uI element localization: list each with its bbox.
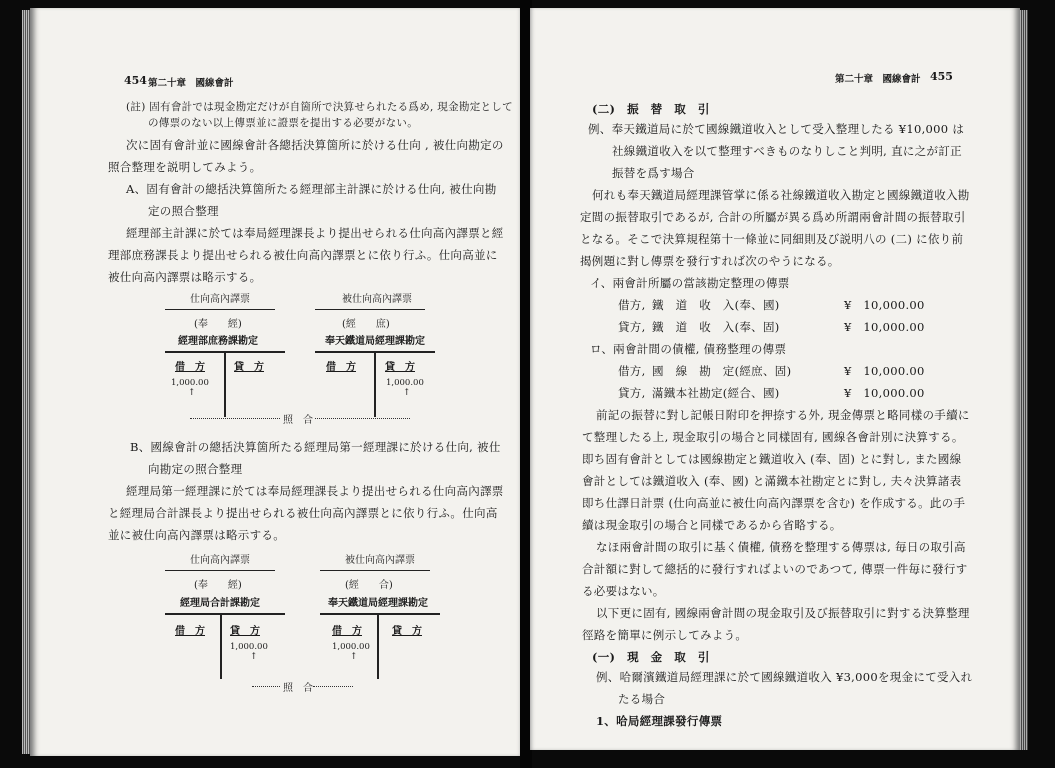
right-amount: 1,000.00 [386, 378, 424, 388]
para2-line: 會計としては鐵道收入 (奉、國) と滿鐵本社勘定とに對し, 夫々決算諸表 [582, 474, 962, 488]
right-title: 被仕向高內譯票 [345, 555, 415, 566]
para1-line: 揭例題に對し傳票を發行すれば次のやうになる。 [580, 254, 840, 268]
left-title: 仕向高內譯票 [190, 555, 250, 566]
left-title: 仕向高內譯票 [190, 294, 250, 305]
section-b-body: 經理局第一經理課に於ては奉局經理課長より提出せられる仕向高內譯票 [126, 484, 504, 498]
section-b-body: 並に被仕向高內譯票は略示する。 [108, 528, 285, 542]
left-account: 經理部庶務課勘定 [178, 336, 258, 347]
example1-line: 例、奉天鐵道局に於て國線鐵道收入として受入整理したる ¥10,000 は [588, 122, 965, 136]
page-edges-right [1020, 10, 1028, 750]
left-amount: 1,000.00 [230, 642, 268, 652]
example2-line: 例、哈爾濱鐵道局經理課に於て國線鐵道收入 ¥3,000を現金にて受入れ [596, 670, 973, 684]
note-line: の傳票のない以上傳票並に證票を提出する必要がない。 [148, 117, 418, 129]
section-a-body: 理部庶務課長より提出せられる被仕向高內譯票とに依り行ふ。仕向高並に [108, 248, 498, 262]
section1-heading: (一) 現 金 取 引 [592, 650, 710, 664]
item-ro-label: ロ、兩會計間の債權, 債務整理の傳票 [590, 342, 787, 356]
para3-line: る必要はない。 [582, 584, 665, 598]
intro-line: 次に固有會計並に國線會計各總括決算箇所に於ける仕向 , 被仕向勘定の [126, 138, 504, 152]
para1-line: 定間の振替取引であるが, 合計の所屬が異る爲め所謂兩會計間の振替取引 [580, 210, 966, 224]
running-head: 第二十章 國線會計 [835, 74, 921, 85]
match-label: 照 合 [283, 683, 313, 694]
left-account: 經理局合計課勘定 [180, 598, 260, 609]
page-number: 454 [124, 74, 147, 87]
para2-line: て整理したる上, 現金取引の場合と同樣固有, 國線各會計別に決算する。 [582, 430, 964, 444]
section-b-body: と經理局合計課長より提出せられる被仕向高內譯票とに依り行ふ。仕向高 [108, 506, 498, 520]
section-a-body: 經理部主計課に於ては奉局經理課長より提出せられる仕向高內譯票と經 [126, 226, 504, 240]
item-i-label: イ、兩會計所屬の當該勘定整理の傳票 [590, 276, 790, 290]
section-a-heading: A、固有會計の總括決算箇所たる經理部主計課に於ける仕向, 被仕向勘 [126, 182, 497, 196]
right-account: 奉天鐵道局經理課勘定 [325, 336, 425, 347]
example1-line: 社線鐵道收入を以て整理すべきものなりしこと判明, 直に之が訂正 [612, 144, 962, 158]
para4-line: 徑路を簡單に例示してみよう。 [582, 628, 748, 642]
item-1: 1、哈局經理課發行傳票 [596, 714, 723, 728]
para3-line: なほ兩會計間の取引に基く債權, 債務を整理する傳票は, 毎日の取引高 [596, 540, 966, 554]
page-number: 455 [930, 70, 953, 83]
section-b-heading: B、國線會計の總括決算箇所たる經理局第一經理課に於ける仕向, 被仕 [130, 440, 501, 454]
section-b-heading: 向勘定の照合整理 [148, 462, 243, 476]
left-page: 454 第二十章 國線會計 (註) 固有會計では現金勘定だけが自箇所で決算せられたる爲め, 現金勘定として の傳票のない以上傳票並に證票を提出する必要がない。 次に固有會計並に國線會計各總括決算箇所に於ける仕向 , 被仕向勘定の 照合整理を説明してみよう。 A、固有會計の總括決算箇所たる經理部主計課に於ける仕向, 被仕向勘 定の照合整理 經理部主計課に於ては奉局經理課長より提出せられる仕向高內譯票と經 理部庶務課長より提出せられる被仕向高內譯票とに依り行ふ。仕向高並に 被仕向高內譯票は略示する。 仕向高內譯票 (奉 經) 經理部庶務課勘定 借 方 貸 方 1,000.00 ↑ 被仕向高內譯票 (經 庶) 奉天鐵道局經理課勘定 借 方 貸 方 1,000.00 ↑ 照 合 B、國線會計の總括決算箇所たる經理局第一經理課に於ける仕向, 被仕 向勘定の照合整理 經理局第一經理課に於ては奉局經理課長より提出せられる仕向高內譯票 と經理局合計課長より提出せられる被仕向高內譯票とに依り行ふ。仕向高 並に被仕向高內譯票は略示する。 仕向高內譯票 (奉 經) 經理局合計課勘定 借 方 貸 方 1,000.00 ↑ 被仕向高內譯票 (經 合) 奉天鐵道局經理課勘定 借 方 貸 方 1,000.00 ↑ 照 合 [30, 8, 522, 756]
section2-heading: (二) 振 替 取 引 [592, 102, 710, 116]
section-a-heading: 定の照合整理 [148, 204, 219, 218]
left-amount: 1,000.00 [171, 378, 209, 388]
para4-line: 以下更に固有, 國線兩會計間の現金取引及び振替取引に對する決算整理 [596, 606, 970, 620]
match-label: 照 合 [283, 415, 313, 426]
para1-line: 何れも奉天鐵道局經理課管掌に係る社線鐵道收入勘定と國線鐵道收入勘 [592, 188, 970, 202]
example2-line: たる場合 [618, 692, 666, 706]
right-amount: 1,000.00 [332, 642, 370, 652]
right-account: 奉天鐵道局經理課勘定 [328, 598, 428, 609]
para2-line: 即ち固有會計としては國線勘定と鐵道收入 (奉、固) とに對し, また國線 [582, 452, 962, 466]
section-a-body: 被仕向高內譯票は略示する。 [108, 270, 262, 284]
para2-line: 續は現金取引の場合と同樣であるから省略する。 [582, 518, 842, 532]
page-edges-left [22, 10, 30, 754]
right-page: 第二十章 國線會計 455 (二) 振 替 取 引 例、奉天鐵道局に於て國線鐵道收入として受入整理したる ¥10,000 は 社線鐵道收入を以て整理すべきものなりしこと判明, 直に之が訂正 振替を爲す場合 何れも奉天鐵道局經理課管掌に係る社線鐵道收入勘定と國線鐵道收入勘 定間の振替取引であるが, 合計の所屬が異る爲め所謂兩會計間の振替取引 となる。そこで決算規程第十一條並に同細則及び説明八の (二) に依り前 揭例題に對し傳票を發行すれば次のやうになる。 イ、兩會計所屬の當該勘定整理の傳票 借方, 鐵 道 收 入(奉、國) ¥ 10,000.00 貸方, 鐵 道 收 入(奉、固) ¥ 10,000.00 ロ、兩會計間の債權, 債務整理の傳票 借方, 國 線 勘 定(經庶、固) ¥ 10,000.00 貸方, 滿鐵本社勘定(經合、國) ¥ 10,000.00 前記の振替に對し記帳日附印を押捺する外, 現金傳票と略同樣の手續に て整理したる上, 現金取引の場合と同樣固有, 國線各會計別に決算する。 即ち固有會計としては國線勘定と鐵道收入 (奉、固) とに對し, また國線 會計としては鐵道收入 (奉、國) と滿鐵本社勘定とに對し, 夫々決算諸表 即ち仕譯日計票 (仕向高並に被仕向高內譯票を含む) を作成する。此の手 續は現金取引の場合と同樣であるから省略する。 なほ兩會計間の取引に基く債權, 債務を整理する傳票は, 毎日の取引高 合計額に對して總括的に發行すればよいのであつて, 傳票一件毎に發行す る必要はない。 以下更に固有, 國線兩會計間の現金取引及び振替取引に對する決算整理 徑路を簡單に例示してみよう。 (一) 現 金 取 引 例、哈爾濱鐵道局經理課に於て國線鐵道收入 ¥3,000を現金にて受入れ たる場合 1、哈局經理課發行傳票 [530, 8, 1020, 750]
note-line: (註) 固有會計では現金勘定だけが自箇所で決算せられたる爲め, 現金勘定として [126, 101, 513, 113]
intro-line: 照合整理を説明してみよう。 [108, 160, 262, 174]
para3-line: 合計額に對して總括的に發行すればよいのであつて, 傳票一件毎に發行す [582, 562, 968, 576]
example1-line: 振替を爲す場合 [612, 166, 695, 180]
para2-line: 前記の振替に對し記帳日附印を押捺する外, 現金傳票と略同樣の手續に [596, 408, 970, 422]
running-head: 第二十章 國線會計 [148, 78, 234, 89]
para2-line: 即ち仕譯日計票 (仕向高並に被仕向高內譯票を含む) を作成する。此の手 [582, 496, 966, 510]
para1-line: となる。そこで決算規程第十一條並に同細則及び説明八の (二) に依り前 [580, 232, 964, 246]
right-title: 被仕向高內譯票 [342, 294, 412, 305]
